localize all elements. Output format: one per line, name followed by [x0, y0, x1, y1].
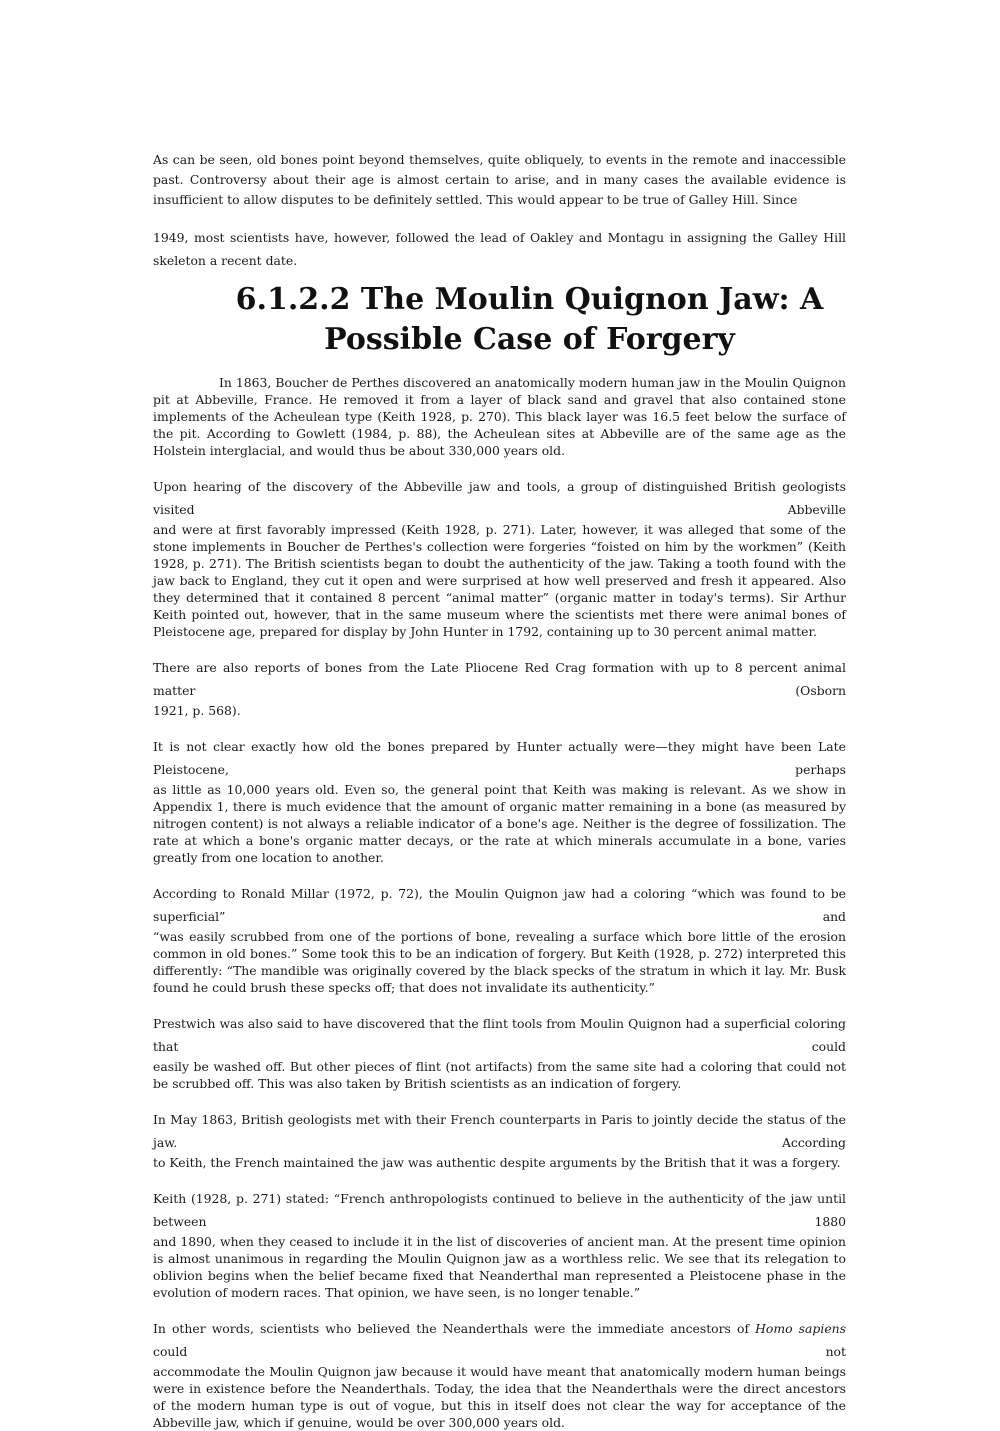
paragraph-keith-quote-body: and 1890, when they ceased to include it in the list of discoveries of ancient man. At the present time opinion is almost unanimous in regarding the Moulin Quignon jaw as a worthless relic. We see that its relegation to oblivion begins when the belief became fixed that Neanderthal man represented a Pleistocene phase in the evolution of modern races. That opinion, we have seen, is no longer tenable.” [153, 1234, 846, 1300]
paragraph-conclusion [153, 1317, 846, 1431]
paragraph-red-crag [153, 656, 846, 719]
paragraph-british-visit-first-line: Upon hearing of the discovery of the Abbeville jaw and tools, a group of distinguished British geologists visited Abbeville [153, 479, 846, 517]
paragraph-millar-coloring-first-line: According to Ronald Millar (1972, p. 72), the Moulin Quignon jaw had a coloring “which was found to be superficial” and [153, 886, 846, 924]
conclusion-species-name: Homo sapiens [755, 1321, 846, 1336]
paragraph-hunter-bones-body: as little as 10,000 years old. Even so, the general point that Keith was making is relevant. As we show in Appendix 1, there is much evidence that the amount of organic matter remaining in a bone (as measured by nitrogen content) is not always a reliable indicator of a bone's age. Neither is the degree of fossilization. The rate at which a bone's organic matter decays, or the rate at which minerals accumulate in a bone, varies greatly from one location to another. [153, 782, 846, 865]
paragraph-conclusion-first-line [153, 1317, 846, 1363]
paragraph-keith-quote [153, 1187, 846, 1301]
paragraph-red-crag-body: 1921, p. 568). [153, 703, 241, 718]
paragraph-paris-meeting-first-line: In May 1863, British geologists met with their French counterparts in Paris to jointly decide the status of the jaw. According [153, 1112, 846, 1150]
paragraph-paris-meeting [153, 1108, 846, 1171]
paragraph-conclusion-body: accommodate the Moulin Quignon jaw because it would have meant that anatomically modern human beings were in existence before the Neanderthals. Today, the idea that the Neanderthals were the direct ancestors of the modern human type is out of vogue, but this in itself does not clear the way for acceptance of the Abbeville jaw, which if genuine, would be over 300,000 years old. [153, 1364, 846, 1430]
section-heading-line-1: 6.1.2.2 The Moulin Quignon Jaw: A [235, 282, 824, 317]
conclusion-text-b: could not [153, 1344, 846, 1359]
section-heading-line-2: Possible Case of Forgery [324, 322, 735, 357]
section-heading [153, 280, 846, 360]
paragraph-discovery: In 1863, Boucher de Perthes discovered an anatomically modern human jaw in the Moulin Quignon pit at Abbeville, France. He removed it from a layer of black sand and gravel that also contained stone implements of the Acheulean type (Keith 1928, p. 270). This black layer was 16.5 feet below the surface of the pit. According to Gowlett (1984, p. 88), the Acheulean sites at Abbeville are of the same age as the Holstein interglacial, and would thus be about 330,000 years old. [153, 375, 846, 458]
conclusion-text-a: In other words, scientists who believed the Neanderthals were the immediate ancestors of [153, 1321, 750, 1336]
paragraph-keith-quote-first-line: Keith (1928, p. 271) stated: “French anthropologists continued to believe in the authenticity of the jaw until between 1880 [153, 1191, 846, 1229]
paragraph-british-visit-body: and were at first favorably impressed (Keith 1928, p. 271). Later, however, it was alleged that some of the stone implements in Boucher de Perthes's collection were forgeries “foisted on him by the workmen” (Keith 1928, p. 271). The British scientists began to doubt the authenticity of the jaw. Taking a tooth found with the jaw back to England, they cut it open and were surprised at how well preserved and fresh it appeared. Also they determined that it contained 8 percent “animal matter” (organic matter in today's terms). Sir Arthur Keith pointed out, however, that in the same museum where the scientists met there were animal bones of Pleistocene age, prepared for display by John Hunter in 1792, containing up to 30 percent animal matter. [153, 522, 846, 639]
paragraph-paris-meeting-body: to Keith, the French maintained the jaw was authentic despite arguments by the British that it was a forgery. [153, 1155, 841, 1170]
paragraph-british-visit [153, 475, 846, 640]
paragraph-prestwich-first-line: Prestwich was also said to have discovered that the flint tools from Moulin Quignon had a superficial coloring that could [153, 1016, 846, 1054]
paragraph-millar-coloring [153, 882, 846, 996]
paragraph-red-crag-first-line: There are also reports of bones from the Late Pliocene Red Crag formation with up to 8 percent animal matter (Osborn [153, 660, 846, 698]
paragraph-prestwich-body: easily be washed off. But other pieces of flint (not artifacts) from the same site had a coloring that could not be scrubbed off. This was also taken by British scientists as an indication of forgery. [153, 1059, 846, 1091]
intro-paragraph-1: As can be seen, old bones point beyond themselves, quite obliquely, to events in the remote and inaccessible past. Controversy about their age is almost certain to arise, and in many cases the available evidence is insufficient to allow disputes to be definitely settled. This would appear to be true of Galley Hill. Since [153, 152, 846, 207]
paragraph-prestwich [153, 1012, 846, 1092]
paragraph-millar-coloring-body: “was easily scrubbed from one of the portions of bone, revealing a surface which bore little of the erosion common in old bones.” Some took this to be an indication of forgery. But Keith (1928, p. 272) interpreted this differently: “The mandible was originally covered by the black specks of the stratum in which it lay. Mr. Busk found he could brush these specks off; that does not invalidate its authenticity.” [153, 929, 846, 995]
paragraph-hunter-bones-first-line: It is not clear exactly how old the bones prepared by Hunter actually were—they might have been Late Pleistocene, perhaps [153, 739, 846, 777]
paragraph-hunter-bones [153, 735, 846, 866]
intro-paragraph-2: 1949, most scientists have, however, followed the lead of Oakley and Montagu in assigning the Galley Hill skeleton a recent date. [153, 230, 846, 268]
document-page [153, 150, 846, 1431]
